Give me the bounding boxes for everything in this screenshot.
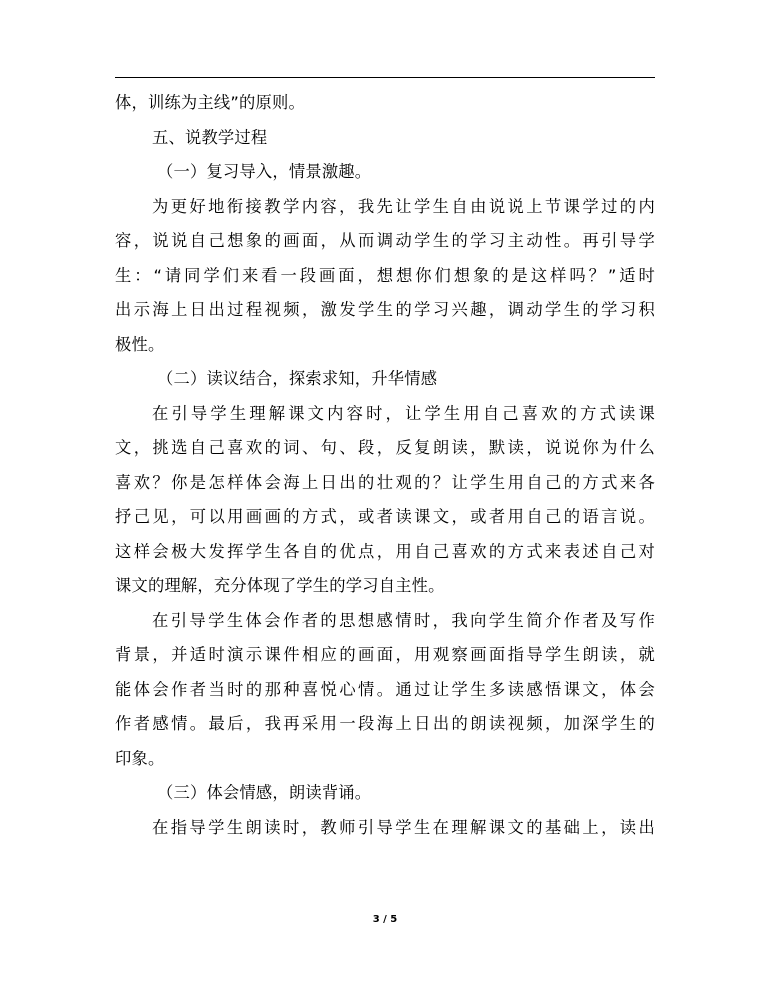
- text-line: 在引导学生体会作者的思想感情时，我向学生简介作者及写作: [152, 610, 655, 630]
- body-text: [115, 86, 655, 845]
- text-line: 印象。: [115, 748, 165, 768]
- text-line: （三）体会情感，朗读背诵。: [157, 783, 372, 802]
- text-line: 容，说说自己想象的画面，从而调动学生的学习主动性。再引导学: [115, 231, 655, 250]
- text-line: 抒己见，可以用画画的方式，或者读课文，或者用自己的语言说。: [115, 507, 655, 526]
- header-rule: [115, 77, 655, 78]
- text-line: 作者感情。最后，我再采用一段海上日出的朗读视频，加深学生的: [115, 714, 655, 733]
- text-line: 极性。: [115, 334, 165, 354]
- text-line: 为更好地衔接教学内容，我先让学生自由说说上节课学过的内: [152, 196, 655, 216]
- text-line: 能体会作者当时的那种喜悦心情。通过让学生多读感悟课文，体会: [115, 679, 655, 699]
- text-line: 背景，并适时演示课件相应的画面，用观察画面指导学生朗读，就: [115, 645, 655, 664]
- text-line: 喜欢？你是怎样体会海上日出的壮观的？让学生用自己的方式来各: [115, 472, 655, 492]
- text-line: 在引导学生理解课文内容时，让学生用自己喜欢的方式读课: [152, 403, 655, 423]
- text-line: 生：“请同学们来看一段画面，想想你们想象的是这样吗？”适时: [115, 265, 655, 285]
- text-line: （二）读议结合，探索求知，升华情感: [157, 369, 438, 388]
- text-line: 在指导学生朗读时，教师引导学生在理解课文的基础上，读出: [152, 817, 655, 837]
- text-line: 课文的理解，充分体现了学生的学习自主性。: [115, 576, 445, 595]
- text-line: 体，训练为主线”的原则。: [115, 93, 305, 112]
- page-number: 3 / 5: [372, 914, 398, 925]
- text-line: （一）复习导入，情景激趣。: [157, 162, 372, 181]
- text-line: 出示海上日出过程视频，激发学生的学习兴趣，调动学生的学习积: [115, 300, 655, 319]
- text-line: 五、说教学过程: [152, 127, 268, 147]
- text-line: 这样会极大发挥学生各自的优点，用自己喜欢的方式来表述自己对: [115, 541, 655, 561]
- text-line: 文，挑选自己喜欢的词、句、段，反复朗读，默读，说说你为什么: [115, 438, 655, 457]
